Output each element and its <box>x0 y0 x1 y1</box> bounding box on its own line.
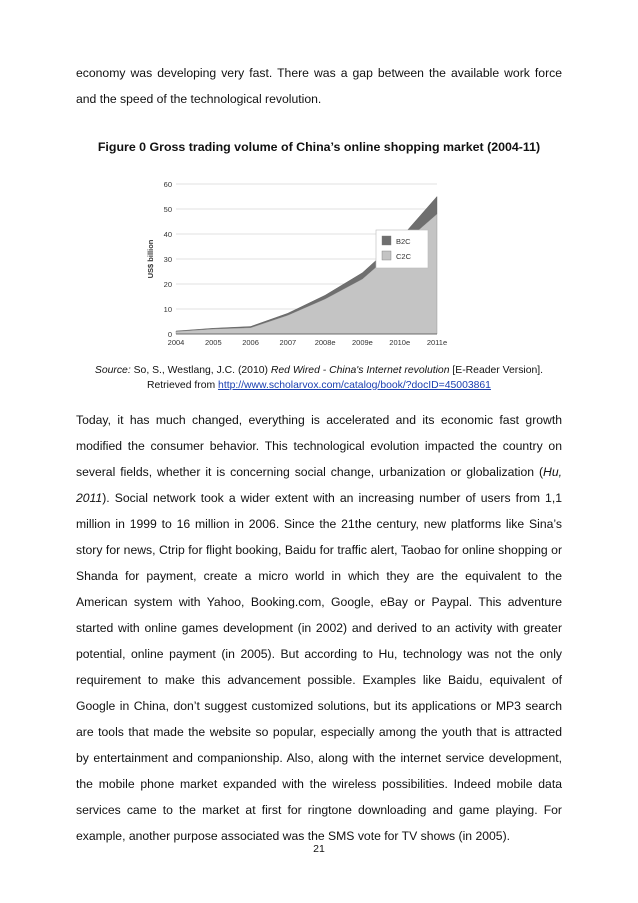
citation: Hu, 2011 <box>76 465 562 505</box>
source-link[interactable]: http://www.scholarvox.com/catalog/book/?docID=45003861 <box>218 380 491 391</box>
paragraph-main-part2: ). Social network took a wider extent with an increasing number of users from 1,1 million in 1999 to 16 million in 2006. Since the 21the century, new platforms like Sina’s story for news, Ctrip for flight booking, Baidu for traffic alert, Taobao for online shopping or Shanda for payment, create a micro world in which they are the equivalent to the American system with Yahoo, Booking.com, Google, eBay or Paypal. This adventure started with online games development (in 2002) and derived to an activity with greater potential, online payment (in 2005). But according to Hu, technology was not the only requirement to make this advancement possible. Examples like Baidu, equivalent of Google in China, don’t suggest customized solutions, but its applications or MP3 search are tools that made the website so popular, especially among the youth that is attracted by entertainment and companionship. Also, along with the internet service development, the mobile phone market expanded with the wireless possibilities. Indeed mobile data services came to the market at first for ringtone downloading and game playing. For example, another purpose associated was the SMS vote for TV shows (in 2005). <box>76 491 562 843</box>
figure-title: Figure 0 Gross trading volume of China’s online shopping market (2004-11) <box>97 140 541 154</box>
paragraph-intro: economy was developing very fast. There was a gap between the available work force and the speed of the technological revolution. <box>76 66 562 106</box>
x-tick-label: 2008e <box>314 338 336 347</box>
area-chart <box>140 176 450 356</box>
x-tick-label: 2006 <box>242 338 259 347</box>
source-work: Red Wired - China's Internet revolution <box>270 365 450 376</box>
legend-label: B2C <box>396 237 411 246</box>
y-tick-label: 50 <box>163 205 172 214</box>
x-tick-label: 2009e <box>351 338 373 347</box>
y-tick-label: 40 <box>163 230 172 239</box>
legend-label: C2C <box>396 252 412 261</box>
source-authors: So, S., Westlang, J.C. (2010) <box>133 365 268 376</box>
y-tick-label: 60 <box>163 180 172 189</box>
source-label: Source: <box>94 365 131 376</box>
figure-source <box>76 363 562 393</box>
legend-swatch <box>382 251 391 260</box>
paragraph-main-part1: Today, it has much changed, everything is accelerated and its economic fast growth modified the consumer behavior. This technological evolution impacted the country on several fields, whether it is concerning social change, urbanization or globalization ( <box>76 413 562 479</box>
x-tick-label: 2005 <box>204 338 222 347</box>
x-tick-label: 2011e <box>426 338 448 347</box>
x-tick-label: 2007 <box>279 338 297 347</box>
y-axis-label: US$ billion <box>146 239 155 279</box>
y-tick-label: 10 <box>163 305 172 314</box>
y-tick-label: 0 <box>167 330 172 339</box>
x-tick-label: 2010e <box>389 338 411 347</box>
y-tick-label: 20 <box>163 280 172 289</box>
legend-swatch <box>382 236 391 245</box>
x-tick-label: 2004 <box>167 338 185 347</box>
legend-box <box>376 230 428 268</box>
page-number: 21 <box>313 843 325 855</box>
y-tick-label: 30 <box>163 255 172 264</box>
paragraph-main <box>76 407 562 849</box>
source-retrieved: Retrieved from <box>147 380 216 391</box>
source-format: [E-Reader Version]. <box>452 365 544 376</box>
